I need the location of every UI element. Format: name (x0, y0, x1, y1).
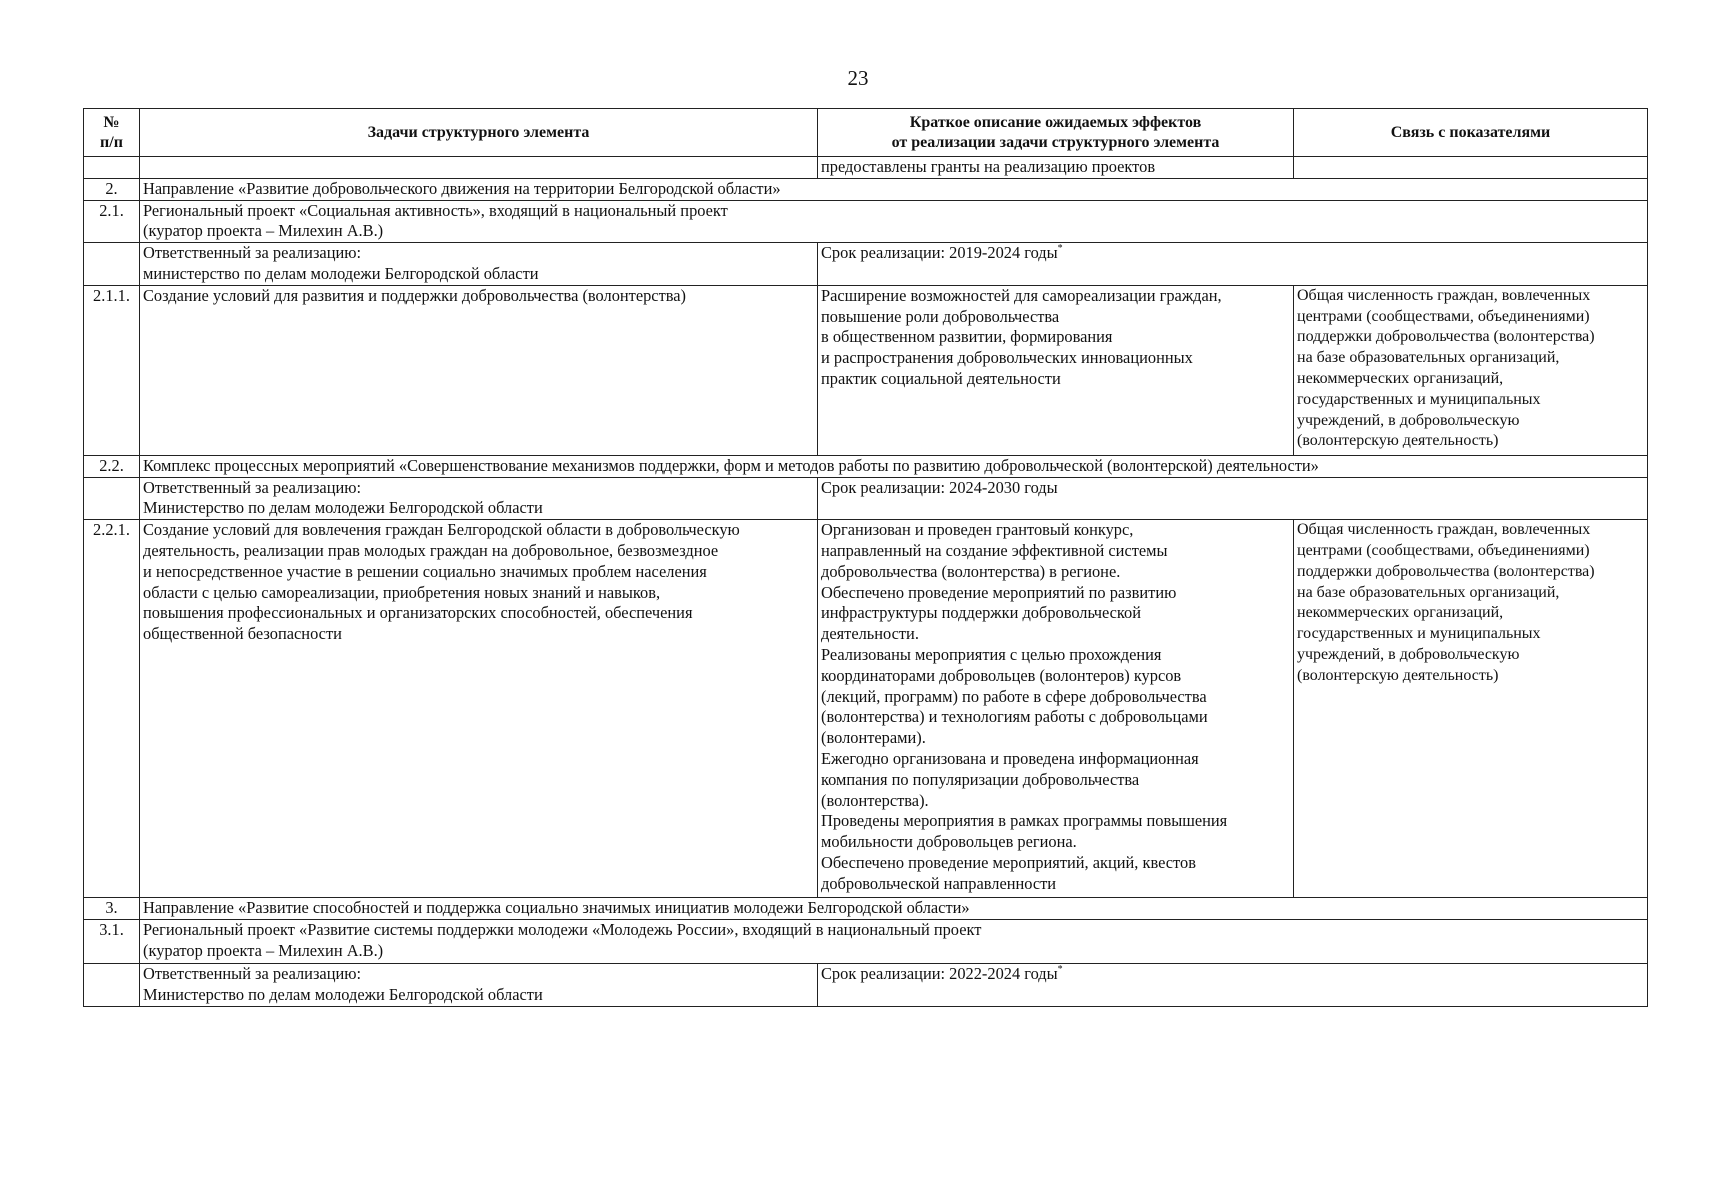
indicator-link-text: Общая численность граждан, вовлеченных центрами (сообществами, объединениями) поддержки добровольчества (волонтерства) на базе образовательных организаций, некоммерческих организаций, государственных и муниципальных учреждений, в добровольческую (волонтерскую деятельность) (1294, 285, 1648, 455)
tasks-table (83, 108, 1648, 1007)
table-header-row (84, 109, 1648, 157)
cell-number: 2.1.1. (84, 285, 140, 455)
cell-effects: предоставлены гранты на реализацию проектов (818, 157, 1294, 179)
cell-number: 2.2.1. (84, 520, 140, 898)
task-text: Создание условий для развития и поддержки добровольчества (волонтерства) (140, 285, 818, 455)
table-row-task-2-1-1 (84, 285, 1648, 455)
cell-number: 3.1. (84, 919, 140, 963)
cell-task (140, 157, 818, 179)
cell-number: 2.2. (84, 455, 140, 477)
effects-text: Организован и проведен грантовый конкурс, направленный на создание эффективной системы добровольчества (волонтерства) в регионе. Обеспечено проведение мероприятий по развитию инфраструктуры поддержки добровольческой деятельности. Реализованы мероприятия с целью прохождения координаторами добровольцев (волонтеров) курсов (лекций, программ) по работе в сфере добровольчества (волонтерства) и технологиям работы с добровольцами (волонтерами). Ежегодно организована и проведена информационная компания по популяризации добровольчества (волонтерства). Проведены мероприятия в рамках программы повышения мобильности добровольцев региона. Обеспечено проведение мероприятий, акций, квестов добровольческой направленности (818, 520, 1294, 898)
table-row-direction-2 (84, 178, 1648, 200)
effects-text: Расширение возможностей для самореализации граждан, повышение роли добровольчества в общественном развитии, формирования и распространения добровольческих инновационных практик социальной деятельности (818, 285, 1294, 455)
table-row-responsible-3-1 (84, 963, 1648, 1006)
indicator-link-text: Общая численность граждан, вовлеченных центрами (сообществами, объединениями) поддержки добровольчества (волонтерства) на базе образовательных организаций, некоммерческих организаций, государственных и муниципальных учреждений, в добровольческую (волонтерскую деятельность) (1294, 520, 1648, 898)
cell-number: 2. (84, 178, 140, 200)
cell-number (84, 963, 140, 1006)
responsible-text: Ответственный за реализацию: Министерство по делам молодежи Белгородской области (140, 963, 818, 1006)
table-row-complex-2-2 (84, 455, 1648, 477)
task-text: Создание условий для вовлечения граждан Белгородской области в добровольческую деятельность, реализации прав молодых граждан на добровольное, безвозмездное и непосредственное участие в решении социально значимых проблем населения области с целью самореализации, приобретения новых знаний и навыков, повышения профессиональных и организаторских способностей, обеспечения общественной безопасности (140, 520, 818, 898)
table-row-responsible-2-2 (84, 477, 1648, 520)
page-number: 23 (847, 66, 869, 90)
header-effects: Краткое описание ожидаемых эффектов от реализации задачи структурного элемента (818, 109, 1294, 157)
responsible-text: Ответственный за реализацию: министерство по делам молодежи Белгородской области (140, 243, 818, 286)
footnote-mark: * (1057, 243, 1063, 255)
header-tasks: Задачи структурного элемента (140, 109, 818, 157)
footnote-mark: * (1057, 963, 1063, 975)
term-value: Срок реализации: 2022-2024 годы (821, 963, 1058, 983)
term-text (818, 963, 1648, 1006)
table-row-direction-3 (84, 898, 1648, 920)
direction-title: Направление «Развитие способностей и поддержка социально значимых инициатив молодежи Белгородской области» (140, 898, 1648, 920)
cell-number: 2.1. (84, 200, 140, 243)
term-text: Срок реализации: 2024-2030 годы (818, 477, 1648, 520)
direction-title: Направление «Развитие добровольческого движения на территории Белгородской области» (140, 178, 1648, 200)
project-title: Региональный проект «Социальная активность», входящий в национальный проект (куратор проекта – Милехин А.В.) (140, 200, 1648, 243)
term-text (818, 243, 1648, 286)
table-row-continuation (84, 157, 1648, 179)
table-row-task-2-2-1 (84, 520, 1648, 898)
project-title: Региональный проект «Развитие системы поддержки молодежи «Молодежь России», входящий в национальный проект (куратор проекта – Милехин А.В.) (140, 919, 1648, 963)
cell-number (84, 157, 140, 179)
table-row-responsible-2-1 (84, 243, 1648, 286)
table-row-project-3-1 (84, 919, 1648, 963)
term-value: Срок реализации: 2019-2024 годы (821, 243, 1058, 263)
complex-title: Комплекс процессных мероприятий «Совершенствование механизмов поддержки, форм и методов работы по развитию добровольческой (волонтерской) деятельности» (140, 455, 1648, 477)
table-row-project-2-1 (84, 200, 1648, 243)
cell-number: 3. (84, 898, 140, 920)
header-number: № п/п (84, 109, 140, 157)
responsible-text: Ответственный за реализацию: Министерство по делам молодежи Белгородской области (140, 477, 818, 520)
cell-number (84, 243, 140, 286)
header-link: Связь с показателями (1294, 109, 1648, 157)
cell-link (1294, 157, 1648, 179)
cell-number (84, 477, 140, 520)
